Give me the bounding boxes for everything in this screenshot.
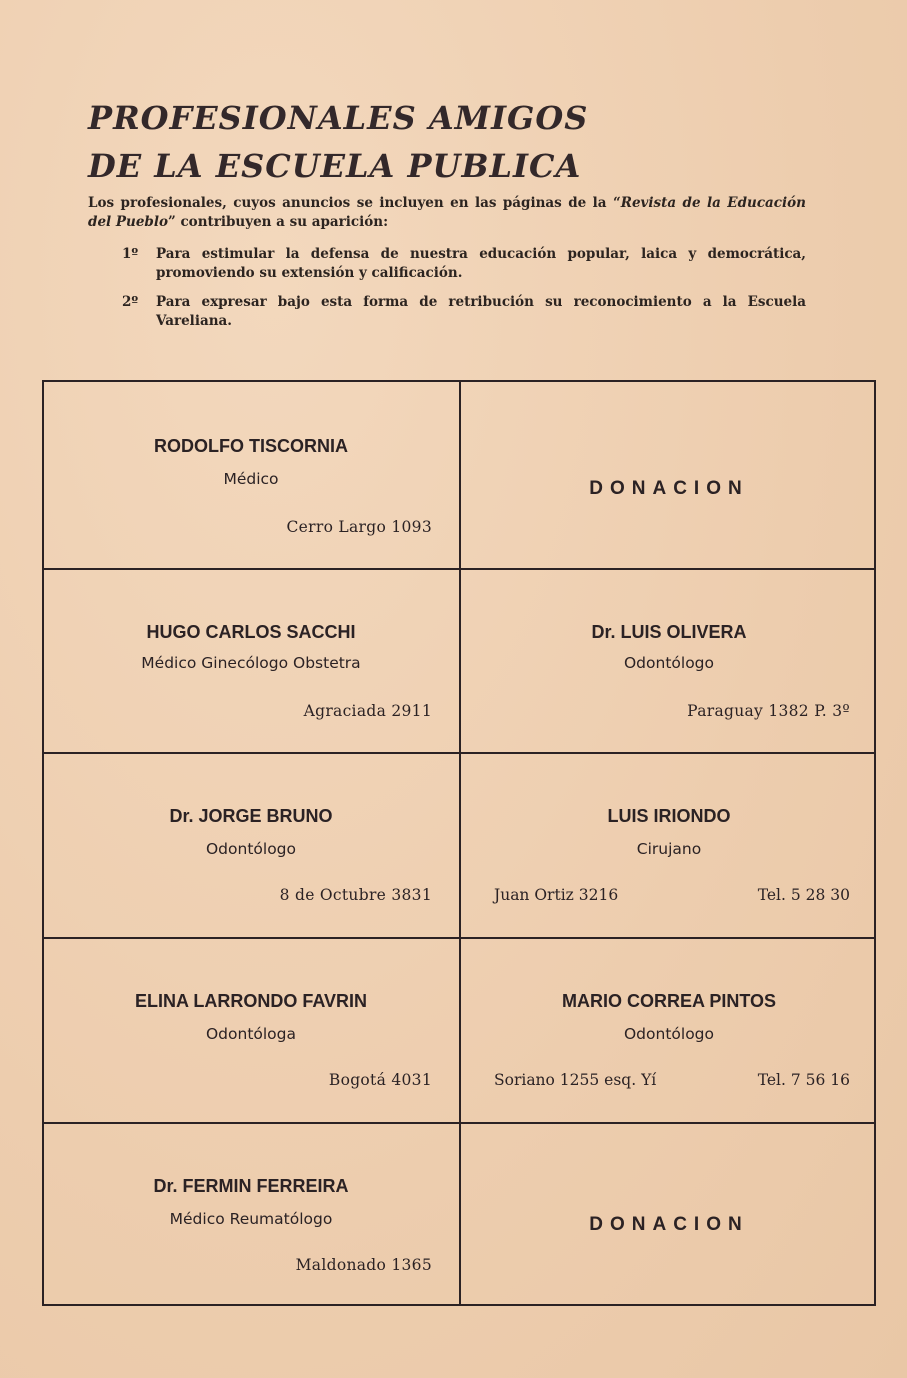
address: Maldonado 1365 <box>295 1256 432 1274</box>
directory-entry <box>44 382 458 566</box>
point-text: Para estimular la defensa de nuestra educación popular, laica y democrática, promoviendo su extensión y calificación. <box>156 246 806 281</box>
title-line-1: PROFESIONALES AMIGOS <box>88 99 589 137</box>
column-divider <box>459 382 461 1304</box>
professional-name: Dr. LUIS OLIVERA <box>591 622 747 642</box>
profession: Cirujano <box>636 840 702 858</box>
donation-label: DONACION <box>589 1214 749 1235</box>
profession: Odontólogo <box>623 1025 715 1043</box>
professional-name: Dr. JORGE BRUNO <box>169 806 333 826</box>
professional-name: ELINA LARRONDO FAVRIN <box>135 991 367 1011</box>
directory-entry <box>44 939 458 1123</box>
point-1 <box>122 245 806 283</box>
directory-entry <box>44 570 458 754</box>
address: Paraguay 1382 P. 3º <box>687 702 850 720</box>
intro-text-after: ” contribuyen a su aparición: <box>168 214 389 230</box>
intro-text-before: Los profesionales, cuyos anuncios se incluyen en las páginas de la “ <box>88 195 621 211</box>
profession: Médico Reumatólogo <box>169 1210 333 1228</box>
address: 8 de Octubre 3831 <box>279 886 432 904</box>
donation-entry <box>462 382 876 566</box>
professional-name: Dr. FERMIN FERREIRA <box>153 1176 349 1196</box>
address: Bogotá 4031 <box>328 1071 432 1089</box>
point-number: 1º <box>122 246 139 262</box>
profession: Odontóloga <box>205 1025 297 1043</box>
professional-name: LUIS IRIONDO <box>607 806 731 826</box>
professional-name: RODOLFO TISCORNIA <box>154 436 348 456</box>
page-title <box>88 94 808 190</box>
donation-label: DONACION <box>589 478 749 499</box>
directory-entry <box>44 754 458 938</box>
professional-name: MARIO CORREA PINTOS <box>561 991 776 1011</box>
point-text: Para expresar bajo esta forma de retribución su reconocimiento a la Escuela Vareliana. <box>156 294 806 329</box>
directory-entry <box>462 754 876 938</box>
profession: Médico <box>223 470 279 488</box>
address: Cerro Largo 1093 <box>286 518 432 536</box>
profession: Odontólogo <box>623 654 715 672</box>
phone: Tel. 7 56 16 <box>757 1071 850 1089</box>
directory-grid <box>42 380 876 1306</box>
donation-entry <box>462 1124 876 1308</box>
profession: Odontólogo <box>205 840 297 858</box>
intro-paragraph <box>88 194 806 232</box>
profession: Médico Ginecólogo Obstetra <box>141 654 361 672</box>
publication-name: Revista de la Educación del Pueblo <box>88 195 806 230</box>
professional-name: HUGO CARLOS SACCHI <box>146 622 356 642</box>
directory-entry <box>462 570 876 754</box>
address: Agraciada 2911 <box>303 702 432 720</box>
directory-entry <box>462 939 876 1123</box>
address: Soriano 1255 esq. Yí <box>494 1071 657 1089</box>
title-line-2: DE LA ESCUELA PUBLICA <box>88 147 582 185</box>
directory-entry <box>44 1124 458 1308</box>
phone: Tel. 5 28 30 <box>757 886 850 904</box>
point-2 <box>122 293 806 331</box>
address: Juan Ortiz 3216 <box>494 886 619 904</box>
point-number: 2º <box>122 294 139 310</box>
